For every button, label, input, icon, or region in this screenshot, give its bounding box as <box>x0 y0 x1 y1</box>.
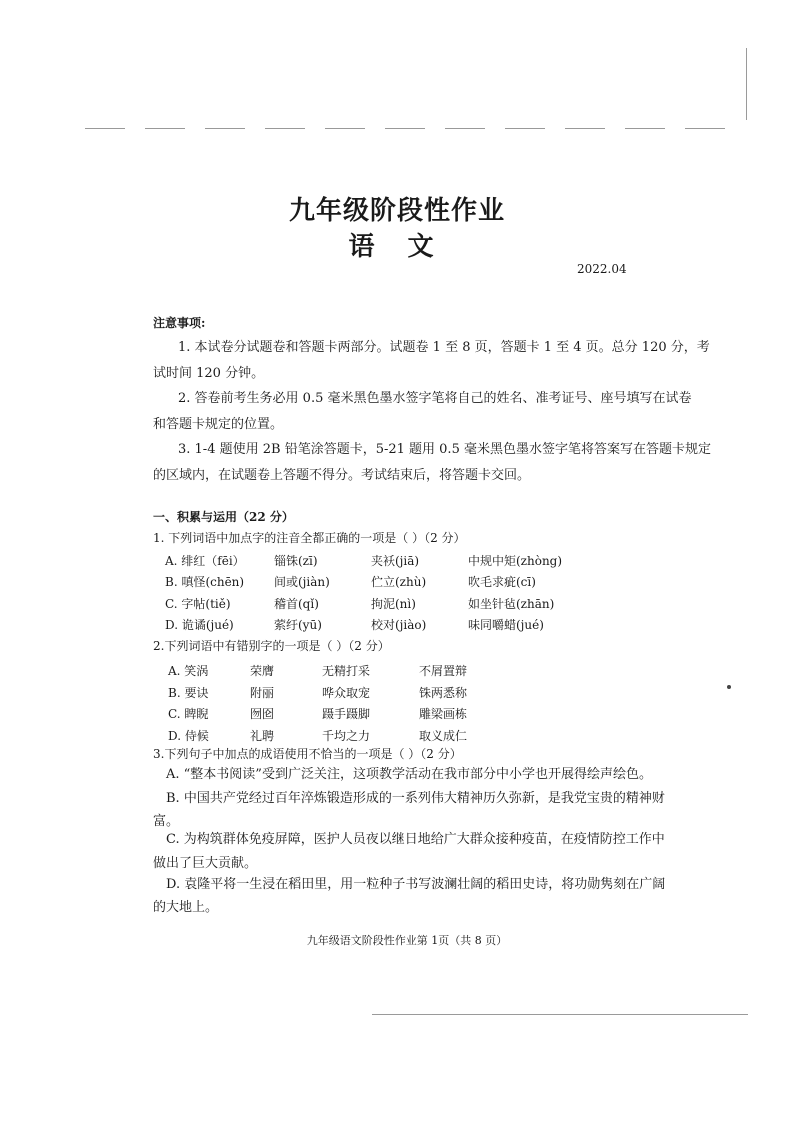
q2-option-d-2: 礼聘 <box>250 729 275 743</box>
q3-option-c-line-1: C. 为构筑群体免疫屏障，医护人员夜以继日地给广大群众接种疫苗，在疫情防控工作中 <box>166 832 665 847</box>
q1-option-a-1: A. 绯红（fēi） <box>165 554 245 568</box>
notice-item-2-line-2: 和答题卡规定的位置。 <box>153 417 284 432</box>
question-2-stem: 2.下列词语中有错别字的一项是（ ）（2 分） <box>153 639 390 653</box>
q2-option-b-3: 哗众取宠 <box>322 686 371 700</box>
q1-option-a-3: 夹袄(jiā) <box>371 554 420 568</box>
q2-option-b-4: 铢两悉称 <box>419 686 468 700</box>
q1-option-d-1: D. 诡谲(jué) <box>165 618 234 632</box>
scan-edge-right <box>746 48 747 120</box>
q3-option-a: A. “整本书阅读”受到广泛关注，这项教学活动在我市部分中小学也开展得绘声绘色。 <box>166 767 652 782</box>
notice-heading: 注意事项: <box>153 316 206 330</box>
q2-option-a-2: 荣膺 <box>250 664 275 678</box>
q1-option-a-2: 锱铢(zī) <box>274 554 318 568</box>
notice-item-1-line-1: 1. 本试卷分试题卷和答题卡两部分。试题卷 1 至 8 页，答题卡 1 至 4 页。总分 120 分，考 <box>178 340 710 355</box>
q1-option-d-4: 味同嚼蜡(jué) <box>468 618 544 632</box>
q2-option-d-3: 千均之力 <box>322 729 371 743</box>
q1-option-b-3: 伫立(zhù) <box>371 575 427 589</box>
section-heading: 一、积累与运用（22 分） <box>153 510 294 524</box>
q2-option-c-1: C. 睥睨 <box>168 707 209 721</box>
q2-option-a-3: 无精打采 <box>322 664 371 678</box>
q2-option-a-1: A. 笑涡 <box>168 664 209 678</box>
q1-option-b-2: 间或(jiàn) <box>274 575 330 589</box>
q1-option-c-4: 如坐针毡(zhān) <box>468 597 555 611</box>
q3-option-d-line-2: 的大地上。 <box>153 900 219 915</box>
scan-speck <box>727 685 731 689</box>
exam-date: 2022.04 <box>577 262 627 276</box>
q2-option-c-4: 雕梁画栋 <box>419 707 468 721</box>
q2-option-b-2: 附丽 <box>250 686 275 700</box>
subject-title: 语 文 <box>348 232 446 262</box>
q2-option-c-2: 囫囵 <box>250 707 275 721</box>
q3-option-b-line-2: 富。 <box>153 814 180 829</box>
q2-option-c-3: 蹑手蹑脚 <box>322 707 371 721</box>
q1-option-d-2: 萦纡(yū) <box>274 618 322 632</box>
q1-option-c-2: 稽首(qǐ) <box>274 597 319 611</box>
q1-option-c-1: C. 字帖(tiě) <box>165 597 231 611</box>
notice-item-3-line-1: 3. 1-4 题使用 2B 铅笔涂答题卡，5-21 题用 0.5 毫米黑色墨水签字笔将答案写在答题卡规定 <box>178 442 711 457</box>
notice-item-1-line-2: 试时间 120 分钟。 <box>153 366 265 381</box>
q1-option-b-4: 吹毛求疵(cī) <box>468 575 536 589</box>
page-footer: 九年级语文阶段性作业第 1页（共 8 页） <box>306 934 508 947</box>
q3-option-b-line-1: B. 中国共产党经过百年淬炼锻造形成的一系列伟大精神历久弥新，是我党宝贵的精神财 <box>166 791 665 806</box>
scan-line-bottom <box>372 1014 748 1015</box>
q1-option-c-3: 拘泥(nì) <box>371 597 416 611</box>
q2-option-d-4: 取义成仁 <box>419 729 468 743</box>
question-3-stem: 3.下列句子中加点的成语使用不恰当的一项是（ ）（2 分） <box>153 747 462 761</box>
notice-item-3-line-2: 的区域内，在试题卷上答题不得分。考试结束后，将答题卡交回。 <box>153 468 531 483</box>
scan-line-top <box>85 128 745 129</box>
question-1-stem: 1. 下列词语中加点字的注音全都正确的一项是（ ）（2 分） <box>153 531 466 545</box>
q1-option-b-1: B. 嗔怪(chēn) <box>165 575 245 589</box>
q3-option-c-line-2: 做出了巨大贡献。 <box>153 856 258 871</box>
q2-option-d-1: D. 侍候 <box>168 729 209 743</box>
page-title: 九年级阶段性作业 <box>288 196 505 226</box>
q2-option-a-4: 不屑置辩 <box>419 664 468 678</box>
notice-item-2-line-1: 2. 答卷前考生务必用 0.5 毫米黑色墨水签字笔将自己的姓名、准考证号、座号填写在试卷 <box>178 391 692 406</box>
q2-option-b-1: B. 要诀 <box>168 686 209 700</box>
q1-option-d-3: 校对(jiào) <box>371 618 427 632</box>
q3-option-d-line-1: D. 袁隆平将一生浸在稻田里，用一粒种子书写波澜壮阔的稻田史诗，将功勋隽刻在广阔 <box>166 877 666 892</box>
q1-option-a-4: 中规中矩(zhòng) <box>468 554 563 568</box>
